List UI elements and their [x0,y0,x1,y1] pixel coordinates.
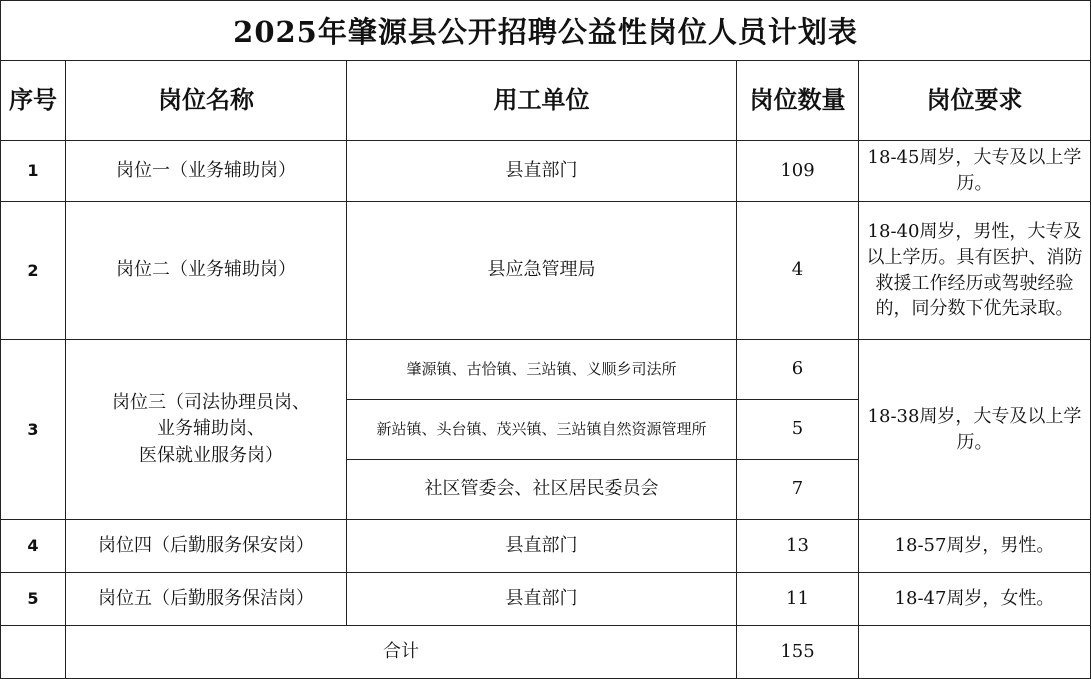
row-1-requirements: 18-45周岁，大专及以上学历。 [867,147,1082,194]
row-5-unit: 县直部门 [505,587,578,609]
row-1-unit: 县直部门 [505,159,578,181]
row-3-requirements: 18-38周岁，大专及以上学历。 [867,405,1082,453]
row-3-unit-1: 肇源镇、古恰镇、三站镇、义顺乡司法所 [406,359,677,378]
row-4-requirements: 18-57周岁，男性。 [894,535,1055,557]
row-3-unit-3: 社区管委会、社区居民委员会 [424,478,659,500]
row-5-quantity: 11 [786,587,809,609]
row-2-quantity: 4 [791,259,804,281]
header-requirements: 岗位要求 [926,85,1023,115]
header-seq: 序号 [9,85,57,115]
row-2-seq: 2 [27,260,39,280]
row-4-quantity: 13 [786,534,809,556]
row-2-position: 岗位二（业务辅助岗） [116,259,296,281]
row-4-seq: 4 [27,536,39,556]
page-title: 2025年肇源县公开招聘公益性岗位人员计划表 [233,14,858,49]
row-2-requirements: 18-40周岁，男性，大专及以上学历。具有医护、消防救援工作经历或驾驶经验的，同分数下优先录取。 [866,221,1083,320]
row-3-unit-2: 新站镇、头台镇、茂兴镇、三站镇自然资源管理所 [376,419,707,438]
row-3-quantity-2: 5 [791,418,804,440]
row-5-requirements: 18-47周岁，女性。 [894,588,1055,610]
row-3-position: 岗位三（司法协理员岗、 业务辅助岗、 医保就业服务岗） [112,392,310,466]
row-1-position: 岗位一（业务辅助岗） [116,159,296,181]
header-quantity: 岗位数量 [749,85,846,115]
row-4-position: 岗位四（后勤服务保安岗） [98,534,314,556]
row-1-seq: 1 [27,161,39,181]
header-unit: 用工单位 [493,85,590,115]
row-3-quantity-3: 7 [791,478,804,500]
row-4-unit: 县直部门 [505,534,578,556]
row-5-seq: 5 [27,589,39,609]
total-quantity: 155 [780,640,815,662]
total-label: 合计 [383,640,419,662]
row-3-quantity-1: 6 [791,358,804,380]
header-position: 岗位名称 [158,85,254,115]
row-3-seq: 3 [27,419,39,439]
row-2-unit: 县应急管理局 [487,259,596,281]
row-5-position: 岗位五（后勤服务保洁岗） [98,587,314,609]
row-1-quantity: 109 [780,159,815,181]
